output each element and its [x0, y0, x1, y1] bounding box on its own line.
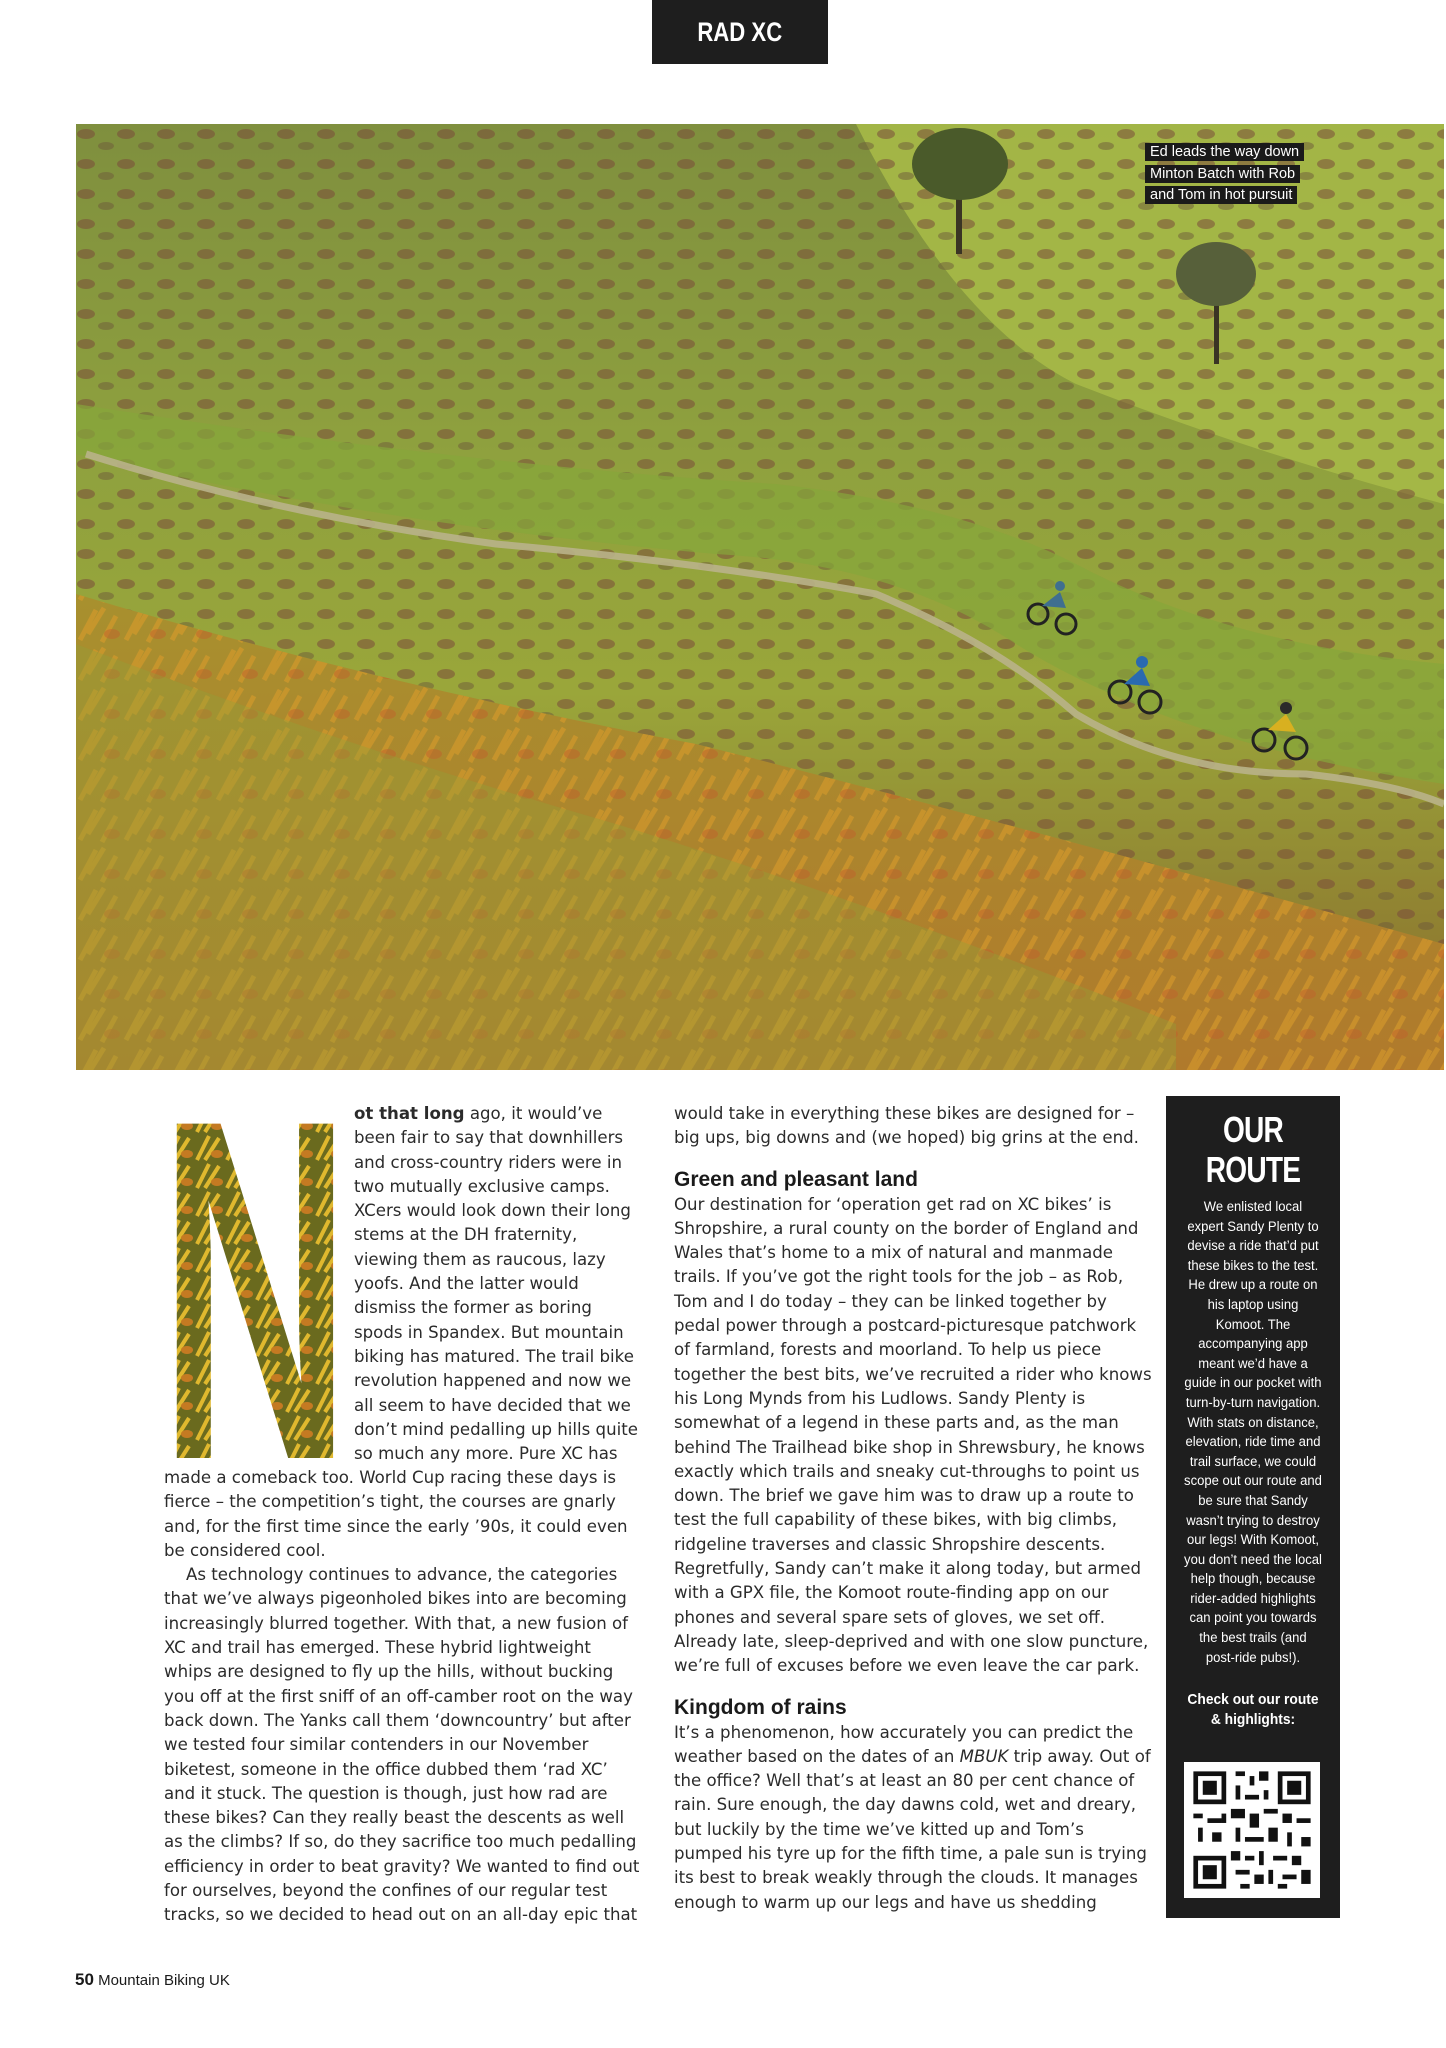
- sidebar-cta: Check out our route & highlights:: [1187, 1691, 1319, 1728]
- publication-name: Mountain Biking UK: [98, 1972, 230, 1989]
- paragraph-1-continued: made a comeback too. World Cup racing these days is fierce – the competition’s tight, the courses are gnarly and, for the first time since the early ’90s, it could even be considered cool.: [164, 1468, 628, 1560]
- subheading-kingdom-of-rains: Kingdom of rains: [674, 1695, 847, 1719]
- caption-line-1: Ed leads the way down: [1145, 143, 1304, 161]
- lead-paragraph: ago, it would’ve been fair to say that downhillers and cross-country riders were in two mutually exclusive camps. XCers would look down their long stems at the DH fraternity, viewing them as raucous, lazy yoofs. And the latter would dismiss the former as boring spods in Spandex. But mountain biking has matured. The trail bike revolution happened and now we all seem to have decided that we don’t mind pedalling up hills quite so much any more. Pure XC has: [354, 1104, 638, 1464]
- section-label-text: RAD XC: [697, 16, 783, 47]
- article-column-1: [164, 1466, 644, 1928]
- drop-cap-letter: [165, 1106, 345, 1458]
- article-column-2: [674, 1102, 1152, 1915]
- photo-caption: [1145, 142, 1305, 207]
- qr-code-icon: [1184, 1762, 1320, 1898]
- paragraph-2: As technology continues to advance, the categories that we’ve always pigeonholed bikes into are becoming increasingly blurred together. With that, a new fusion of XC and trail has emerged. These hybrid lightweight whips are designed to fly up the hills, without bucking you off at the first sniff of an off-camber root on the way back down. The Yanks call them ‘downcountry’ but after we tested four similar contenders in our November biketest, someone in the office dubbed them ‘rad XC’ and it stuck. The question is though, just how rad are these bikes? Can they really beast the descents as well as the climbs? If so, do they sacrifice too much pedalling efficiency in order to beat gravity? We wanted to find out for ourselves, beyond the confines of our regular test tracks, so we decided to head out on an all-day epic that: [164, 1565, 640, 1925]
- page-footer: [75, 1970, 230, 1990]
- column-2-intro: would take in everything these bikes are designed for – big ups, big downs and (we hoped) big grins at the end.: [674, 1104, 1139, 1148]
- sidebar-title: OUR ROUTE: [1205, 1109, 1301, 1190]
- mbuk-italic: MBUK: [959, 1746, 1009, 1766]
- caption-line-3: and Tom in hot pursuit: [1145, 186, 1297, 204]
- our-route-sidebar: [1166, 1096, 1340, 1918]
- subheading-green-and-pleasant-land: Green and pleasant land: [674, 1167, 918, 1191]
- qr-code[interactable]: [1184, 1762, 1320, 1898]
- lead-bold-text: ot that long: [354, 1104, 465, 1123]
- hillside-trail-illustration: [76, 124, 1444, 1070]
- page-number: 50: [75, 1970, 94, 1989]
- section-2-paragraph: It’s a phenomenon, how accurately you can predict the weather based on the dates of an MBUK trip away. Out of the office? Well that’s at least an 80 per cent chance of rain. Sure enough, the day dawns cold, wet and dreary, but luckily by the time we’ve kitted up and Tom’s pumped his tyre up for the fifth time, a pale sun is trying its best to break weakly through the clouds. It manages enough to warm up our legs and have us shedding: [674, 1722, 1151, 1912]
- sidebar-body: We enlisted local expert Sandy Plenty to devise a ride that’d put these bikes to the test. He drew up a route on his laptop using Komoot. The accompanying app meant we’d have a guide in our pocket with turn-by-turn navigation. With stats on distance, elevation, ride time and trail surface, we could scope out our route and be sure that Sandy wasn’t trying to destroy our legs! With Komoot, you don’t need the local help though, because rider-added highlights can point you towards the best trails (and post-ride pubs!).: [1184, 1199, 1322, 1666]
- hero-photo: [76, 124, 1444, 1070]
- section-1-paragraph: Our destination for ‘operation get rad on XC bikes’ is Shropshire, a rural county on the border of England and Wales that’s home to a mix of natural and manmade trails. If you’ve got the right tools for the job – as Rob, Tom and I do today – they can be linked together by pedal power through a postcard-picturesque patchwork of farmland, forests and moorland. To help us piece together the best bits, we’ve recruited a rider who knows his Long Mynds from his Ludlows. Sandy Plenty is somewhat of a legend in these parts and, as the man behind The Trailhead bike shop in Shrewsbury, he knows exactly which trails and sneaky cut-throughs to point us down. The brief we gave him was to draw up a route to test the full capability of these bikes, with big climbs, ridgeline traverses and classic Shropshire descents. Regretfully, Sandy can’t make it along today, but armed with a GPX file, the Komoot route-finding app on our phones and several spare sets of gloves, we set off. Already late, sleep-deprived and with one slow puncture, we’re full of excuses before we even leave the car park.: [674, 1194, 1152, 1676]
- article-column-1-wrap: [354, 1102, 644, 1466]
- section-label-tab: [652, 0, 828, 64]
- caption-line-2: Minton Batch with Rob: [1145, 165, 1300, 183]
